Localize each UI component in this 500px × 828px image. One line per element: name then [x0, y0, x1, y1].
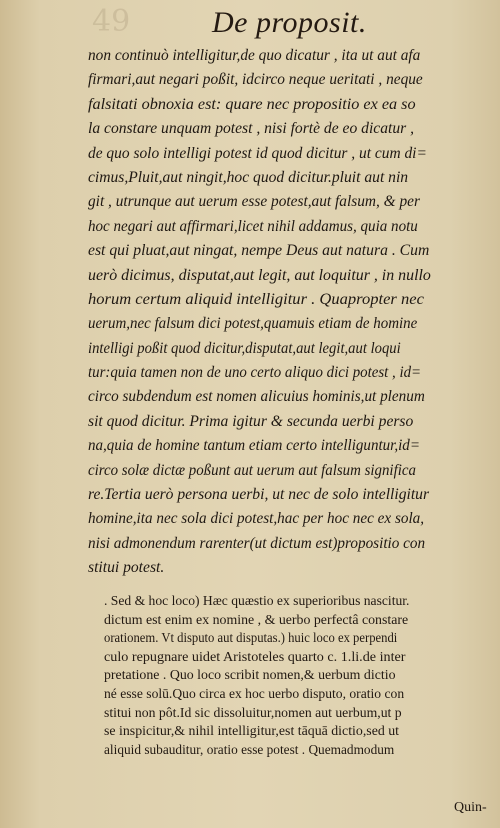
- main-text-line: est qui pluat,aut ningat, nempe Deus aut natura . Cum: [88, 242, 430, 260]
- main-text-line: nisi admonendum rarenter(ut dictum est)propositio con: [88, 534, 426, 552]
- main-text-line: la constare unquam potest , nisi fortè de eo dicatur ,: [88, 120, 414, 138]
- main-text-line: intelligi poßit quod dicitur,disputat,aut legit,aut loqui: [88, 339, 401, 357]
- main-text-line: cimus,Pluit,aut ningit,hoc quod dicitur.pluit aut nin: [88, 168, 409, 186]
- page-number: 49: [92, 4, 131, 39]
- commentary-line: . Sed & hoc loco) Hæc quæstio ex superioribus nascitur.: [104, 593, 410, 608]
- main-text-line: git , utrunque aut uerum esse potest,aut falsum, & per: [88, 193, 420, 211]
- main-text-line: de quo solo intelligi potest id quod dicitur , ut cum di=: [88, 144, 427, 162]
- main-text-line: falsitati obnoxia est: quare nec propositio ex ea so: [88, 95, 416, 113]
- commentary-line: se inspicitur,& nihil intelligitur,est tāquā dictio,sed ut: [104, 723, 400, 739]
- main-text-line: circo subdendum est nomen alicuius hominis,ut plenum: [88, 388, 425, 406]
- commentary-line: né esse solū.Quo circa ex hoc uerbo disputo, oratio con: [104, 685, 405, 701]
- commentary-line: stitui non pôt.Id sic dissoluitur,nomen aut uerbum,ut p: [104, 704, 402, 720]
- main-text-line: non continuò intelligitur,de quo dicatur , ita ut aut afa: [88, 47, 421, 64]
- catchword: Quin-: [454, 800, 487, 815]
- main-text-line: uerò dicimus, disputat,aut legit, aut loquitur , in nullo: [88, 266, 431, 284]
- main-text-line: sit quod dicitur. Prima igitur & secunda uerbi perso: [88, 412, 414, 430]
- main-text-block: [88, 44, 488, 581]
- main-text-line: hoc negari aut affirmari,licet nihil addamus, quia notu: [88, 217, 418, 235]
- main-text-line: horum certum aliquid intelligitur . Quapropter nec: [88, 290, 424, 308]
- running-head: De proposit.: [212, 6, 367, 39]
- commentary-block: [104, 592, 494, 759]
- commentary-line: pretatione . Quo loco scribit nomen,& uerbum dictio: [104, 667, 396, 683]
- main-text-line: na,quia de homine tantum etiam certo intelliguntur,id=: [88, 437, 420, 455]
- main-text-line: firmari,aut negari poßit, idcirco neque ueritati , neque: [88, 71, 423, 89]
- commentary-line: dictum est enim ex nomine , & uerbo perfectâ constare: [104, 611, 409, 627]
- commentary-line: aliquid subauditur, oratio esse potest . Quemadmodum: [104, 741, 395, 757]
- main-text-line: uerum,nec falsum dici potest,quamuis etiam de homine: [88, 315, 418, 333]
- main-text-line: homine,ita nec sola dici potest,hac per hoc nec ex sola,: [88, 510, 425, 528]
- main-text-line: circo solæ dictæ poßunt aut uerum aut falsum significa: [88, 461, 416, 479]
- commentary-line: culo repugnare uidet Aristoteles quarto c. 1.li.de inter: [104, 648, 406, 664]
- main-text-line: stitui potest.: [88, 559, 165, 577]
- main-text-line: re.Tertia uerò persona uerbi, ut nec de solo intelligitur: [88, 486, 430, 504]
- commentary-line: orationem. Vt disputo aut disputas.) huic loco ex perpendi: [104, 630, 398, 646]
- main-text-line: tur:quia tamen non de uno certo aliquo dici potest , id=: [88, 364, 422, 382]
